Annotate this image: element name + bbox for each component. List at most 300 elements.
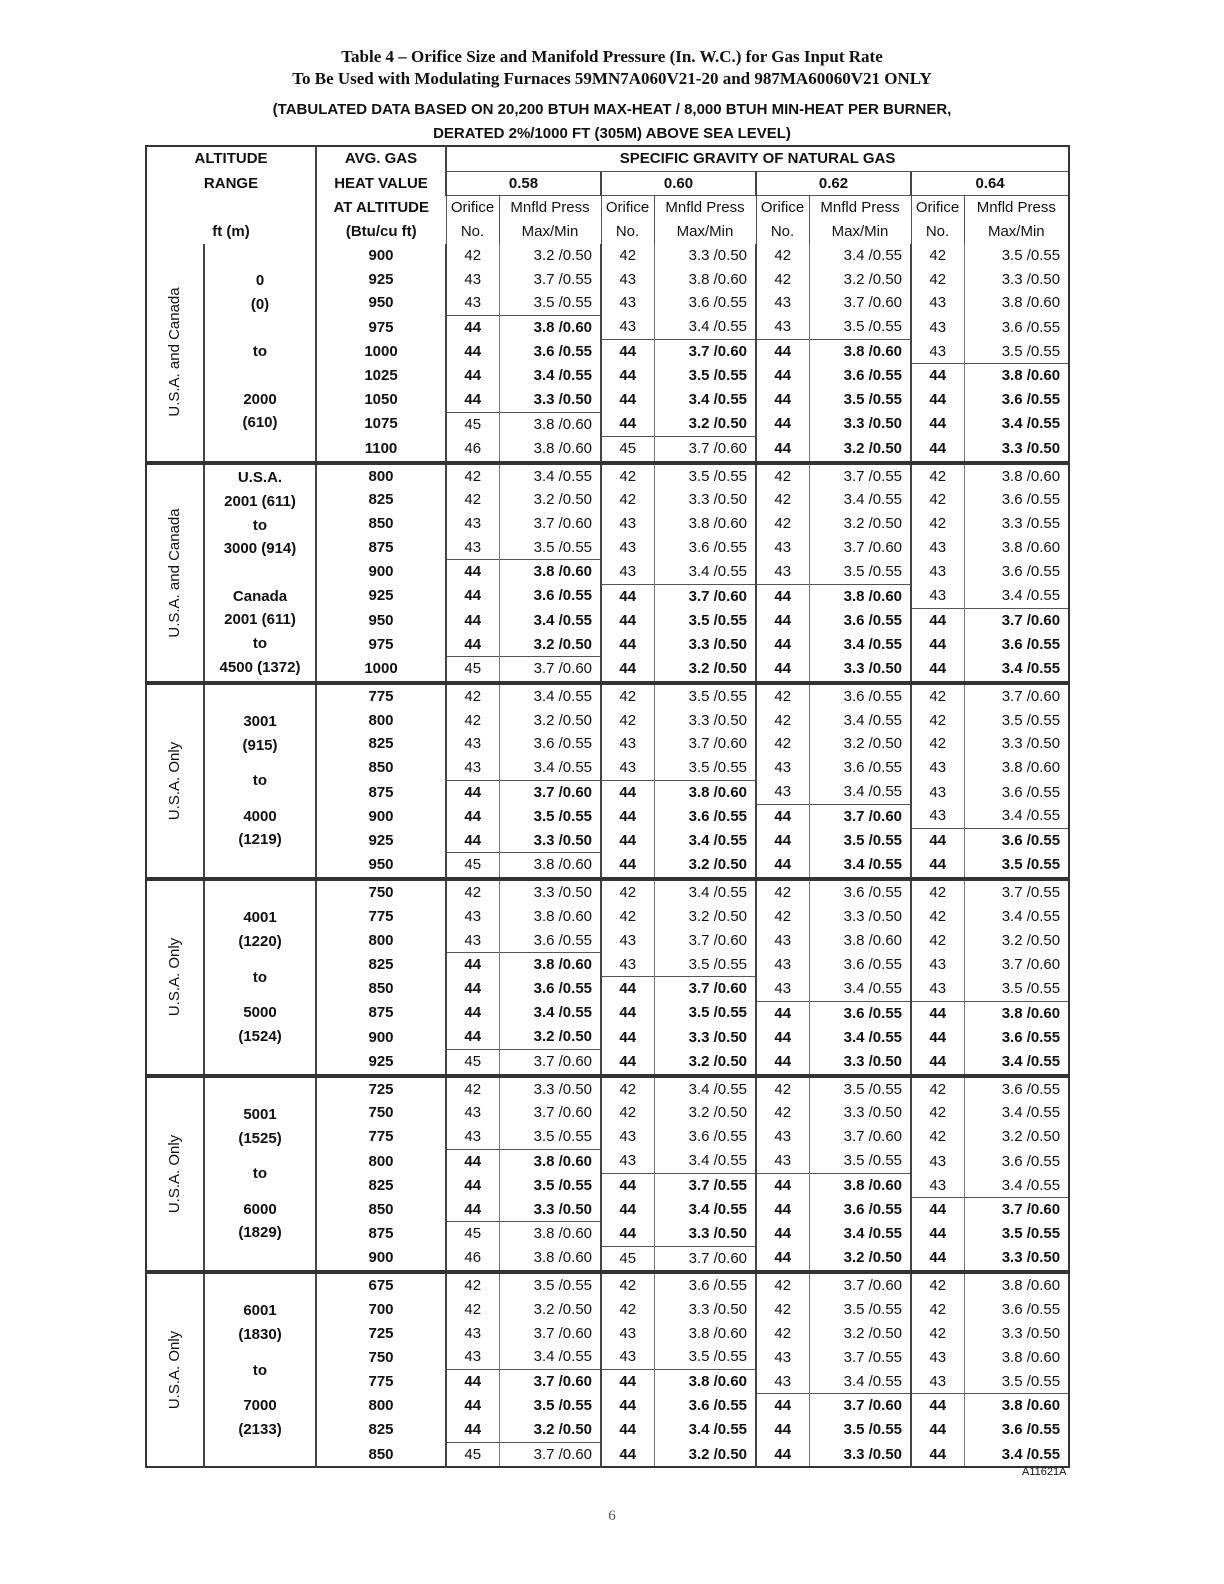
orifice-number: 44 <box>911 1442 964 1467</box>
manifold-pressure: 3.5 /0.55 <box>809 1418 911 1442</box>
manifold-pressure: 3.5 /0.55 <box>654 364 756 388</box>
orifice-number: 42 <box>911 488 964 512</box>
manifold-pressure: 3.3 /0.50 <box>499 1076 601 1102</box>
orifice-number: 44 <box>911 633 964 657</box>
region-label <box>146 244 204 463</box>
manifold-pressure: 3.3 /0.50 <box>499 879 601 905</box>
subtitle-line-2: DERATED 2%/1000 FT (305M) ABOVE SEA LEVEL) <box>433 125 791 142</box>
orifice-number: 43 <box>911 977 964 1001</box>
orifice-number: 44 <box>911 853 964 879</box>
altitude-range <box>204 244 316 463</box>
heat-value: 825 <box>316 732 446 756</box>
orifice-number: 44 <box>446 1001 499 1025</box>
manifold-pressure: 3.4 /0.55 <box>654 1418 756 1442</box>
orifice-number: 43 <box>601 1345 654 1369</box>
orifice-number: 43 <box>601 268 654 292</box>
manifold-pressure: 3.6 /0.55 <box>964 1298 1069 1322</box>
heat-value: 850 <box>316 1442 446 1467</box>
manifold-pressure: 3.5 /0.55 <box>964 1370 1069 1394</box>
orifice-number: 44 <box>756 1394 809 1418</box>
manifold-pressure: 3.4 /0.55 <box>809 1370 911 1394</box>
manifold-pressure: 3.7 /0.55 <box>654 1174 756 1198</box>
altitude-range-line: 3000 (914) <box>223 540 297 558</box>
altitude-range-line: (915) <box>242 736 278 754</box>
orifice-number: 43 <box>446 291 499 315</box>
altitude-header: ALTITUDE <box>194 150 268 168</box>
orifice-number: 42 <box>446 709 499 733</box>
manifold-pressure: 3.7 /0.60 <box>499 512 601 536</box>
region-label <box>146 463 204 683</box>
manifold-pressure: 3.6 /0.55 <box>964 633 1069 657</box>
orifice-number: 44 <box>756 436 809 462</box>
orifice-number: 43 <box>601 1322 654 1346</box>
altitude-range-line: U.S.A. <box>237 469 283 487</box>
orifice-number: 43 <box>756 953 809 977</box>
orifice-number: 44 <box>601 584 654 608</box>
table-header <box>146 146 1069 244</box>
orifice-number: 42 <box>911 268 964 292</box>
manifold-pressure: 3.4 /0.55 <box>809 633 911 657</box>
manifold-pressure: 3.2 /0.50 <box>499 1418 601 1442</box>
manifold-pressure: 3.8 /0.60 <box>499 412 601 436</box>
table-row <box>146 1272 1069 1298</box>
manifold-pressure: 3.4 /0.55 <box>809 488 911 512</box>
manifold-pressure: 3.2 /0.50 <box>499 709 601 733</box>
orifice-number: 45 <box>446 853 499 879</box>
orifice-number: 44 <box>601 1198 654 1222</box>
heat-value: 950 <box>316 853 446 879</box>
table-row <box>146 879 1069 905</box>
heat-value: 925 <box>316 584 446 608</box>
manifold-pressure: 3.7 /0.60 <box>654 340 756 364</box>
orifice-number: 44 <box>601 340 654 364</box>
manifold-pressure: 3.5 /0.55 <box>654 756 756 780</box>
orifice-number: 42 <box>601 1298 654 1322</box>
manifold-pressure: 3.8 /0.60 <box>499 1222 601 1246</box>
altitude-range-line: to <box>252 772 268 790</box>
orifice-number: 43 <box>601 1149 654 1173</box>
orifice-number: 45 <box>601 1246 654 1272</box>
manifold-pressure: 3.8 /0.60 <box>964 536 1069 560</box>
orifice-number: 44 <box>911 1394 964 1418</box>
manifold-pressure: 3.6 /0.55 <box>499 732 601 756</box>
manifold-pressure: 3.3 /0.50 <box>654 709 756 733</box>
manifold-pressure: 3.7 /0.60 <box>809 536 911 560</box>
orifice-number: 44 <box>446 780 499 804</box>
orifice-number: 44 <box>601 1370 654 1394</box>
orifice-number: 44 <box>911 388 964 412</box>
orifice-number: 42 <box>756 732 809 756</box>
manifold-pressure: 3.2 /0.50 <box>809 436 911 462</box>
orifice-number: 44 <box>601 1025 654 1049</box>
orifice-number: 44 <box>911 1222 964 1246</box>
orifice-number: 42 <box>911 1101 964 1125</box>
manifold-pressure: 3.6 /0.55 <box>809 879 911 905</box>
orifice-number: 43 <box>911 315 964 339</box>
orifice-number: 44 <box>446 977 499 1001</box>
manifold-pressure: 3.4 /0.55 <box>499 463 601 489</box>
heat-value: 1050 <box>316 388 446 412</box>
manifold-pressure: 3.6 /0.55 <box>654 1272 756 1298</box>
orifice-number: 42 <box>756 463 809 489</box>
orifice-number: 42 <box>601 1272 654 1298</box>
manifold-pressure: 3.5 /0.55 <box>499 1125 601 1149</box>
manifold-pressure: 3.8 /0.60 <box>964 756 1069 780</box>
manifold-pressure: 3.5 /0.55 <box>964 1222 1069 1246</box>
altitude-range-line: (1829) <box>238 1224 282 1242</box>
manifold-pressure: 3.2 /0.50 <box>809 732 911 756</box>
orifice-number: 44 <box>601 780 654 804</box>
manifold-pressure: 3.3 /0.50 <box>654 1298 756 1322</box>
altitude-range-line: 3001 <box>243 712 277 730</box>
altitude-range-line: (610) <box>242 414 278 432</box>
manifold-pressure: 3.4 /0.55 <box>964 905 1069 929</box>
altitude-range-line: Canada <box>232 587 288 605</box>
orifice-number: 44 <box>911 364 964 388</box>
manifold-pressure: 3.4 /0.55 <box>809 977 911 1001</box>
orifice-number: 42 <box>911 683 964 709</box>
heat-value: 950 <box>316 608 446 632</box>
manifold-pressure: 3.8 /0.60 <box>964 1345 1069 1369</box>
orifice-number: 44 <box>911 829 964 853</box>
manifold-pressure: 3.3 /0.50 <box>809 412 911 436</box>
orifice-number: 42 <box>756 1298 809 1322</box>
manifold-pressure: 3.5 /0.55 <box>809 1076 911 1102</box>
orifice-number: 42 <box>911 244 964 268</box>
subtitle-line-1: (TABULATED DATA BASED ON 20,200 BTUH MAX-HEAT / 8,000 BTUH MIN-HEAT PER BURNER, <box>272 101 952 118</box>
manifold-pressure: 3.6 /0.55 <box>654 1394 756 1418</box>
orifice-header: No. <box>446 220 499 244</box>
orifice-number: 42 <box>446 1272 499 1298</box>
altitude-range-line: (1830) <box>238 1326 282 1344</box>
orifice-number: 43 <box>446 1125 499 1149</box>
orifice-number: 42 <box>446 879 499 905</box>
orifice-number: 43 <box>911 584 964 608</box>
altitude-range-line: (1220) <box>238 933 282 951</box>
orifice-number: 44 <box>911 657 964 683</box>
manifold-pressure: 3.2 /0.50 <box>809 268 911 292</box>
manifold-pressure: 3.6 /0.55 <box>809 953 911 977</box>
heat-value: 800 <box>316 1394 446 1418</box>
manifold-pressure: 3.5 /0.55 <box>499 1394 601 1418</box>
orifice-number: 43 <box>756 1125 809 1149</box>
manifold-pressure: 3.5 /0.55 <box>654 608 756 632</box>
manifold-pressure: 3.4 /0.55 <box>809 244 911 268</box>
orifice-number: 42 <box>911 1322 964 1346</box>
region-label <box>146 879 204 1076</box>
manifold-pressure: 3.6 /0.55 <box>964 1076 1069 1102</box>
manifold-pressure: 3.5 /0.55 <box>654 463 756 489</box>
orifice-number: 44 <box>911 436 964 462</box>
orifice-number: 43 <box>601 315 654 339</box>
orifice-number: 42 <box>601 905 654 929</box>
manifold-pressure: 3.4 /0.55 <box>964 1442 1069 1467</box>
manifold-press-header: Max/Min <box>654 220 756 244</box>
orifice-header: Orifice <box>756 196 809 220</box>
manifold-pressure: 3.5 /0.55 <box>964 853 1069 879</box>
altitude-range-line: 4001 <box>243 909 277 927</box>
orifice-number: 44 <box>446 584 499 608</box>
heat-value: 900 <box>316 244 446 268</box>
orifice-number: 42 <box>601 683 654 709</box>
heat-value: 900 <box>316 1025 446 1049</box>
manifold-pressure: 3.4 /0.55 <box>654 829 756 853</box>
gravity-060: 0.60 <box>601 171 756 196</box>
manifold-pressure: 3.5 /0.55 <box>964 977 1069 1001</box>
manifold-pressure: 3.7 /0.60 <box>654 584 756 608</box>
manifold-pressure: 3.3 /0.50 <box>809 1442 911 1467</box>
manifold-pressure: 3.5 /0.55 <box>499 536 601 560</box>
gravity-header: SPECIFIC GRAVITY OF NATURAL GAS <box>446 146 1069 171</box>
manifold-pressure: 3.4 /0.55 <box>809 780 911 804</box>
region-label <box>146 1272 204 1467</box>
orifice-number: 43 <box>601 732 654 756</box>
heat-value: 775 <box>316 905 446 929</box>
heat-value: 875 <box>316 1001 446 1025</box>
orifice-number: 44 <box>601 977 654 1001</box>
orifice-number: 42 <box>601 709 654 733</box>
orifice-number: 44 <box>911 608 964 632</box>
orifice-number: 42 <box>911 1125 964 1149</box>
manifold-pressure: 3.7 /0.60 <box>499 657 601 683</box>
orifice-number: 43 <box>446 929 499 953</box>
heat-value: 800 <box>316 463 446 489</box>
manifold-pressure: 3.7 /0.60 <box>499 1322 601 1346</box>
altitude-range-line: 2001 (611) <box>224 611 296 629</box>
altitude-range-line <box>205 317 315 341</box>
orifice-number: 42 <box>446 1298 499 1322</box>
heat-value: 875 <box>316 1222 446 1246</box>
orifice-number: 43 <box>911 1370 964 1394</box>
altitude-range-line: to <box>252 1165 268 1183</box>
altitude-range-line: (1524) <box>238 1027 282 1045</box>
manifold-pressure: 3.6 /0.55 <box>809 756 911 780</box>
heat-header: AVG. GAS <box>316 146 446 171</box>
orifice-number: 44 <box>601 1418 654 1442</box>
orifice-number: 45 <box>446 1442 499 1467</box>
orifice-number: 44 <box>601 1050 654 1076</box>
orifice-number: 42 <box>756 905 809 929</box>
manifold-pressure: 3.5 /0.55 <box>809 1149 911 1173</box>
orifice-number: 44 <box>601 1222 654 1246</box>
region-label-text: U.S.A. Only <box>166 1134 184 1214</box>
orifice-number: 43 <box>756 756 809 780</box>
manifold-pressure: 3.4 /0.55 <box>654 1076 756 1102</box>
manifold-pressure: 3.7 /0.60 <box>499 1101 601 1125</box>
heat-value: 800 <box>316 1149 446 1173</box>
manifold-pressure: 3.7 /0.60 <box>809 804 911 828</box>
orifice-number: 42 <box>911 929 964 953</box>
orifice-number: 44 <box>756 412 809 436</box>
orifice-number: 44 <box>911 1418 964 1442</box>
manifold-pressure: 3.6 /0.55 <box>964 1149 1069 1173</box>
manifold-pressure: 3.7 /0.55 <box>809 1345 911 1369</box>
manifold-pressure: 3.4 /0.55 <box>654 388 756 412</box>
altitude-range <box>204 879 316 1076</box>
orifice-number: 44 <box>601 829 654 853</box>
orifice-number: 43 <box>911 1149 964 1173</box>
orifice-number: 44 <box>601 1174 654 1198</box>
orifice-number: 44 <box>911 1198 964 1222</box>
table-row <box>146 1076 1069 1102</box>
manifold-pressure: 3.7 /0.60 <box>809 291 911 315</box>
orifice-number: 44 <box>911 1025 964 1049</box>
manifold-pressure: 3.5 /0.55 <box>964 340 1069 364</box>
orifice-header: No. <box>756 220 809 244</box>
orifice-number: 42 <box>446 463 499 489</box>
altitude-range-line: (2133) <box>238 1420 282 1438</box>
manifold-pressure: 3.2 /0.50 <box>499 1298 601 1322</box>
manifold-pressure: 3.4 /0.55 <box>964 1174 1069 1198</box>
orifice-number: 42 <box>756 268 809 292</box>
orifice-number: 43 <box>601 560 654 584</box>
orifice-number: 44 <box>756 853 809 879</box>
manifold-pressure: 3.7 /0.55 <box>499 268 601 292</box>
manifold-pressure: 3.8 /0.60 <box>499 905 601 929</box>
region-label-text: U.S.A. Only <box>166 1331 184 1410</box>
manifold-pressure: 3.7 /0.60 <box>809 1394 911 1418</box>
orifice-header: Orifice <box>911 196 964 220</box>
manifold-pressure: 3.4 /0.55 <box>964 412 1069 436</box>
manifold-pressure: 3.4 /0.55 <box>654 315 756 339</box>
manifold-pressure: 3.4 /0.55 <box>809 1222 911 1246</box>
manifold-pressure: 3.4 /0.55 <box>964 657 1069 683</box>
orifice-number: 44 <box>446 364 499 388</box>
gravity-062: 0.62 <box>756 171 911 196</box>
manifold-pressure: 3.6 /0.55 <box>654 804 756 828</box>
heat-value: 825 <box>316 1174 446 1198</box>
manifold-pressure: 3.4 /0.55 <box>964 584 1069 608</box>
manifold-pressure: 3.6 /0.55 <box>654 536 756 560</box>
heat-value: 750 <box>316 879 446 905</box>
manifold-pressure: 3.8 /0.60 <box>809 929 911 953</box>
manifold-press-header: Max/Min <box>964 220 1069 244</box>
manifold-pressure: 3.6 /0.55 <box>964 488 1069 512</box>
orifice-number: 44 <box>756 804 809 828</box>
manifold-pressure: 3.7 /0.60 <box>809 1125 911 1149</box>
manifold-pressure: 3.6 /0.55 <box>499 929 601 953</box>
manifold-pressure: 3.2 /0.50 <box>809 1246 911 1272</box>
manifold-pressure: 3.8 /0.60 <box>499 560 601 584</box>
manifold-pressure: 3.6 /0.55 <box>499 584 601 608</box>
manifold-pressure: 3.3 /0.50 <box>499 1198 601 1222</box>
manifold-pressure: 3.2 /0.50 <box>654 1050 756 1076</box>
heat-header-2: HEAT VALUE <box>316 171 446 196</box>
manifold-pressure: 3.8 /0.60 <box>809 584 911 608</box>
manifold-press-header: Max/Min <box>499 220 601 244</box>
manifold-pressure: 3.4 /0.55 <box>964 804 1069 828</box>
manifold-pressure: 3.7 /0.60 <box>499 1370 601 1394</box>
orifice-number: 44 <box>601 412 654 436</box>
manifold-pressure: 3.8 /0.60 <box>654 512 756 536</box>
orifice-number: 43 <box>911 291 964 315</box>
orifice-number: 42 <box>911 1298 964 1322</box>
manifold-pressure: 3.8 /0.60 <box>499 953 601 977</box>
orifice-number: 44 <box>601 633 654 657</box>
manifold-pressure: 3.5 /0.55 <box>499 1272 601 1298</box>
manifold-press-header: Mnfld Press <box>654 196 756 220</box>
orifice-number: 42 <box>911 732 964 756</box>
altitude-range-line <box>205 364 315 388</box>
manifold-pressure: 3.4 /0.55 <box>809 709 911 733</box>
orifice-number: 46 <box>446 1246 499 1272</box>
orifice-number: 43 <box>911 536 964 560</box>
orifice-number: 44 <box>756 364 809 388</box>
manifold-pressure: 3.4 /0.55 <box>654 560 756 584</box>
manifold-pressure: 3.2 /0.50 <box>654 905 756 929</box>
orifice-number: 42 <box>601 1076 654 1102</box>
manifold-pressure: 3.2 /0.50 <box>654 1101 756 1125</box>
manifold-pressure: 3.4 /0.55 <box>499 1345 601 1369</box>
heat-value: 825 <box>316 1418 446 1442</box>
orifice-number: 44 <box>446 1394 499 1418</box>
manifold-pressure: 3.7 /0.60 <box>964 1198 1069 1222</box>
heat-value: 825 <box>316 488 446 512</box>
region-label-text: U.S.A. and Canada <box>166 508 184 638</box>
altitude-range-line: to <box>252 968 268 986</box>
heat-value: 800 <box>316 929 446 953</box>
orifice-number: 43 <box>446 1101 499 1125</box>
manifold-pressure: 3.6 /0.55 <box>809 364 911 388</box>
orifice-number: 44 <box>756 829 809 853</box>
manifold-pressure: 3.5 /0.55 <box>654 953 756 977</box>
manifold-pressure: 3.3 /0.50 <box>964 1322 1069 1346</box>
orifice-number: 42 <box>911 463 964 489</box>
heat-value: 850 <box>316 977 446 1001</box>
manifold-pressure: 3.6 /0.55 <box>964 315 1069 339</box>
manifold-pressure: 3.4 /0.55 <box>499 683 601 709</box>
heat-value: 925 <box>316 829 446 853</box>
manifold-pressure: 3.8 /0.60 <box>654 1322 756 1346</box>
orifice-number: 43 <box>601 756 654 780</box>
orifice-number: 44 <box>446 1418 499 1442</box>
altitude-range-line: (1219) <box>238 831 282 849</box>
manifold-pressure: 3.2 /0.50 <box>499 633 601 657</box>
heat-value: 750 <box>316 1345 446 1369</box>
altitude-range-line: to <box>252 635 268 653</box>
altitude-range-line: to <box>252 1361 268 1379</box>
orifice-number: 44 <box>446 1149 499 1173</box>
orifice-header: Orifice <box>446 196 499 220</box>
table-subtitle <box>0 98 1224 146</box>
orifice-number: 44 <box>601 364 654 388</box>
heat-value: 700 <box>316 1298 446 1322</box>
manifold-pressure: 3.4 /0.55 <box>809 853 911 879</box>
manifold-pressure: 3.8 /0.60 <box>964 291 1069 315</box>
manifold-pressure: 3.5 /0.55 <box>964 709 1069 733</box>
orifice-number: 45 <box>446 1050 499 1076</box>
manifold-pressure: 3.3 /0.55 <box>964 512 1069 536</box>
manifold-pressure: 3.6 /0.55 <box>809 1001 911 1025</box>
manifold-pressure: 3.3 /0.50 <box>654 1222 756 1246</box>
heat-value: 850 <box>316 512 446 536</box>
table-row <box>146 244 1069 268</box>
heat-value: 775 <box>316 1125 446 1149</box>
orifice-number: 45 <box>446 1222 499 1246</box>
manifold-pressure: 3.4 /0.55 <box>499 756 601 780</box>
orifice-number: 43 <box>601 1125 654 1149</box>
altitude-range-line: (0) <box>250 296 270 313</box>
orifice-number: 43 <box>911 560 964 584</box>
orifice-number: 43 <box>601 291 654 315</box>
manifold-pressure: 3.6 /0.55 <box>964 560 1069 584</box>
orifice-number: 44 <box>446 1370 499 1394</box>
manifold-pressure: 3.3 /0.50 <box>809 905 911 929</box>
manifold-press-header: Mnfld Press <box>809 196 911 220</box>
manifold-pressure: 3.7 /0.60 <box>499 780 601 804</box>
orifice-number: 42 <box>756 488 809 512</box>
altitude-range-line: 2001 (611) <box>224 492 296 510</box>
